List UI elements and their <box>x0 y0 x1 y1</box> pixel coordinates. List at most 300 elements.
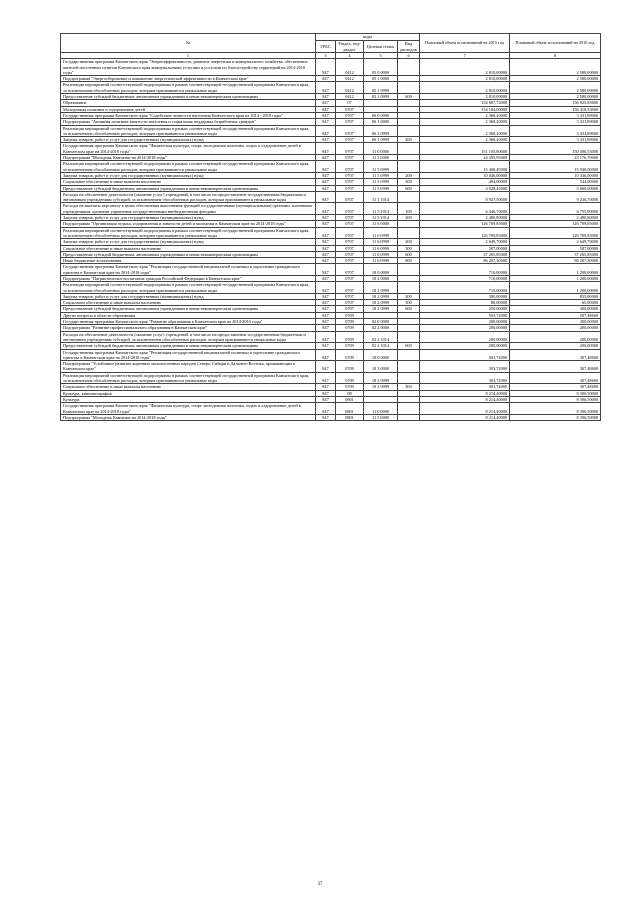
row-razdel: 0707 <box>336 258 364 264</box>
row-grbs: 847 <box>316 119 336 125</box>
row-grbs: 847 <box>316 76 336 82</box>
row-name: Государственная программа Камчатского края "Энергоэффективность, развитие энергетики и коммунального хозяйства, обеспечение жителей населенных пунктов Камчатского края коммунальными услугами и услугами по благоустройству территорий на 2014-2018 годы" <box>61 59 316 76</box>
row-grbs: 847 <box>316 125 336 137</box>
row-sum-2015: 2 368,20000 <box>420 137 510 143</box>
row-sum-2016: 6 755,90000 <box>510 203 601 215</box>
row-razdel: 0707 <box>336 137 364 143</box>
row-razdel: 0707 <box>336 155 364 161</box>
header-razdel: Раздел, под-раздел <box>336 41 364 53</box>
row-expense-type: 600 <box>398 343 420 349</box>
row-grbs: 847 <box>316 275 336 281</box>
header-sum-2015: Плановый объем ассигнований на 2015 год <box>420 34 510 53</box>
row-sum-2015: 2 480,80000 <box>420 215 510 221</box>
row-razdel: 0707 <box>336 245 364 251</box>
row-grbs: 847 <box>316 143 336 155</box>
row-expense-type: 200 <box>398 293 420 299</box>
row-name: Социальное обеспечение и иные выплаты населению <box>61 300 316 306</box>
row-sum-2016: 2 649,70000 <box>510 239 601 245</box>
row-target-article: 02 0 0000 <box>364 319 398 325</box>
row-sum-2015: 380,00000 <box>420 293 510 299</box>
row-name: Подпрограмма "Организация отдыха, оздоровления и занятости детей и молодежи в Камчатском крае на 2014-2018 годы" <box>61 221 316 227</box>
row-razdel: 0707 <box>336 106 364 112</box>
row-target-article: 06 1 0999 <box>364 137 398 143</box>
row-target-article: 11 5 1014 <box>364 203 398 215</box>
row-grbs: 847 <box>316 239 336 245</box>
row-expense-type <box>398 372 420 384</box>
row-razdel: 0707 <box>336 112 364 118</box>
row-sum-2016: 8 396,50000 <box>510 403 601 415</box>
row-name: Предоставление субсидий бюджетным, автономным учреждениям и иным некоммерческим организациям <box>61 94 316 100</box>
row-grbs: 847 <box>316 245 336 251</box>
row-grbs: 847 <box>316 361 336 373</box>
row-sum-2016: 5 060,00000 <box>510 185 601 191</box>
row-sum-2016: 1 200,00000 <box>510 275 601 281</box>
row-razdel: 0709 <box>336 349 364 361</box>
row-sum-2016: 8 396,50000 <box>510 396 601 402</box>
row-sum-2015: 303,72000 <box>420 361 510 373</box>
row-sum-2016: 200,00000 <box>510 325 601 331</box>
row-sum-2015: 2 368,20000 <box>420 119 510 125</box>
row-sum-2016: 507,48600 <box>510 312 601 318</box>
row-name: Закупка товаров, работ и услуг для государственных (муниципальных) нужд <box>61 172 316 178</box>
row-sum-2016: 1 200,00000 <box>510 282 601 294</box>
row-sum-2016: 150 386,53000 <box>510 143 601 155</box>
row-sum-2015: 154 184,00000 <box>420 106 510 112</box>
row-sum-2016: 3 331,89000 <box>510 125 601 137</box>
column-index: 4 <box>336 53 364 59</box>
row-target-article: 18 2 0000 <box>364 275 398 281</box>
row-sum-2015: 303,72000 <box>420 384 510 390</box>
table-row <box>61 349 601 361</box>
row-razdel: 0707 <box>336 227 364 239</box>
row-sum-2016: 544,00000 <box>510 179 601 185</box>
row-grbs: 847 <box>316 390 336 396</box>
row-sum-2015: 2 368,20000 <box>420 112 510 118</box>
row-name: Реализация мероприятий соответствующей подпрограммы в рамках соответствующей государственной программы Камчатского края, за исключением обособленных расходов, которым присваиваются уникальные коды <box>61 161 316 173</box>
row-sum-2016: 2 580,00000 <box>510 76 601 82</box>
row-name: Закупка товаров, работ и услуг для государственных (муниципальных) нужд <box>61 137 316 143</box>
row-target-article: 02 2 1014 <box>364 343 398 349</box>
row-name: Предоставление субсидий бюджетным, автономным учреждениям и иным некоммерческим организациям <box>61 185 316 191</box>
row-sum-2015: 200,00000 <box>420 343 510 349</box>
row-sum-2015: 86 207,30000 <box>420 258 510 264</box>
table-row <box>61 403 601 415</box>
row-target-article: 11 5 0000 <box>364 155 398 161</box>
row-sum-2015: 710,00000 <box>420 282 510 294</box>
row-sum-2015: 2 810,00000 <box>420 76 510 82</box>
row-sum-2015: 2 810,00000 <box>420 82 510 94</box>
row-name: Реализация мероприятий соответствующей подпрограммы в рамках соответствующей государственной программы Камчатского края, за исключением обособленных расходов, которым присваиваются уникальные коды <box>61 227 316 239</box>
row-sum-2015: 15 468,45000 <box>420 161 510 173</box>
row-expense-type: 600 <box>398 94 420 100</box>
row-sum-2015: 151 105,80000 <box>420 143 510 155</box>
row-name: Молодежная политика и оздоровление детей <box>61 106 316 112</box>
row-target-article: 06 0 0000 <box>364 112 398 118</box>
row-sum-2016: 307,48600 <box>510 361 601 373</box>
row-grbs: 847 <box>316 258 336 264</box>
row-razdel: 0707 <box>336 143 364 155</box>
row-expense-type: 600 <box>398 185 420 191</box>
row-grbs: 847 <box>316 215 336 221</box>
row-sum-2015: 303,72000 <box>420 372 510 384</box>
row-target-article: 11 5 0999 <box>364 172 398 178</box>
row-sum-2015: 2 810,00000 <box>420 59 510 76</box>
row-sum-2016: 37 265,85000 <box>510 251 601 257</box>
row-expense-type: 200 <box>398 137 420 143</box>
row-expense-type <box>398 331 420 343</box>
row-razdel: 0709 <box>336 331 364 343</box>
row-target-article: 02 2 1014 <box>364 331 398 343</box>
row-target-article: 18 2 0999 <box>364 293 398 299</box>
row-target-article: 06 1 0000 <box>364 119 398 125</box>
row-sum-2016: 3 331,89000 <box>510 119 601 125</box>
row-razdel: 0709 <box>336 384 364 390</box>
row-sum-2015: 303,72000 <box>420 349 510 361</box>
row-sum-2016: 23 176,70000 <box>510 155 601 161</box>
row-name: Предоставление субсидий бюджетным, автономным учреждениям и иным некоммерческим организациям <box>61 343 316 349</box>
row-name: Подпрограмма "Патриотическое воспитание граждан Российской Федерации в Камчатском крае" <box>61 275 316 281</box>
row-grbs: 847 <box>316 312 336 318</box>
row-target-article: 18 3 0000 <box>364 361 398 373</box>
table-body <box>61 59 601 421</box>
table-row <box>61 82 601 94</box>
row-name: Социальное обеспечение и иные выплаты населению <box>61 179 316 185</box>
row-expense-type: 600 <box>398 306 420 312</box>
row-grbs: 847 <box>316 185 336 191</box>
row-razdel: 0709 <box>336 319 364 325</box>
row-expense-type: 100 <box>398 203 420 215</box>
row-sum-2015: 2 368,20000 <box>420 125 510 137</box>
row-sum-2015: 4 928,45000 <box>420 185 510 191</box>
row-target-article: 11 6 0999 <box>364 251 398 257</box>
row-sum-2015: 37 265,85000 <box>420 251 510 257</box>
row-name: Закупка товаров, работ и услуг для государственных (муниципальных) нужд <box>61 239 316 245</box>
row-sum-2015: 126 709,85000 <box>420 221 510 227</box>
row-sum-2015: 200,00000 <box>420 331 510 343</box>
row-name: Расходы на обеспечение деятельности (оказание услуг) учреждений, в том числе на предоставление государственным бюджетным и автономным учреждениям субсидий, за исключением обособленных расходов, которым присваиваются уникальные коды <box>61 331 316 343</box>
row-target-article: 11 5 1014 <box>364 215 398 221</box>
row-name: Культура <box>61 396 316 402</box>
row-sum-2016: 2 480,80000 <box>510 215 601 221</box>
table-row <box>61 414 601 420</box>
row-grbs: 847 <box>316 293 336 299</box>
row-sum-2016: 65,00000 <box>510 300 601 306</box>
row-name: Подпрограмма "Активная политика занятости населения и социальная поддержка безработных граждан" <box>61 119 316 125</box>
row-sum-2015: 8 214,40000 <box>420 396 510 402</box>
row-expense-type: 800 <box>398 258 420 264</box>
row-razdel: 0801 <box>336 396 364 402</box>
row-razdel: 0707 <box>336 293 364 299</box>
row-expense-type <box>398 227 420 239</box>
table-row <box>61 264 601 276</box>
row-name: Реализация мероприятий соответствующей подпрограммы в рамках соответствующей государственной программы Камчатского края, за исключением обособленных расходов, которым присваиваются уникальные коды <box>61 282 316 294</box>
row-name: Государственная программа Камчатского края "Физическая культура, спорт, молодежная политика, отдых и оздоровление детей в Камчатском крае на 2014-2018 годы" <box>61 403 316 415</box>
row-razdel: 0707 <box>336 125 364 137</box>
row-sum-2016: 307,48600 <box>510 372 601 384</box>
row-grbs: 847 <box>316 264 336 276</box>
row-target-article: 11 0 0000 <box>364 143 398 155</box>
row-sum-2015: 2 810,00000 <box>420 94 510 100</box>
row-target-article: 02 2 0000 <box>364 325 398 331</box>
row-razdel: 0707 <box>336 264 364 276</box>
row-sum-2015: 200,00000 <box>420 325 510 331</box>
row-razdel: 0707 <box>336 221 364 227</box>
row-sum-2015: 24 395,95000 <box>420 155 510 161</box>
row-grbs: 847 <box>316 106 336 112</box>
row-razdel: 0709 <box>336 325 364 331</box>
row-razdel: 0412 <box>336 94 364 100</box>
row-razdel: 0707 <box>336 161 364 173</box>
row-expense-type: 300 <box>398 300 420 306</box>
row-expense-type <box>398 414 420 420</box>
row-target-article: 18 3 0999 <box>364 372 398 384</box>
row-name: Государственная программа Камчатского края "Физическая культура, спорт, молодежная политика, отдых и оздоровление детей в Камчатском крае на 2014-2018 годы" <box>61 143 316 155</box>
table-row <box>61 191 601 203</box>
row-sum-2015: 250,00000 <box>420 306 510 312</box>
row-grbs: 847 <box>316 82 336 94</box>
row-grbs: 847 <box>316 403 336 415</box>
row-razdel: 07 <box>336 100 364 106</box>
row-expense-type <box>398 82 420 94</box>
row-sum-2016: 3 331,89000 <box>510 112 601 118</box>
table-row <box>61 227 601 239</box>
row-name: Предоставление субсидий бюджетным, автономным учреждениям и иным некоммерческим организациям <box>61 306 316 312</box>
row-sum-2016: 2 580,00000 <box>510 94 601 100</box>
row-target-article: 11 5 0999 <box>364 179 398 185</box>
row-razdel: 0707 <box>336 306 364 312</box>
row-target-article: 11 6 0000 <box>364 221 398 227</box>
row-razdel: 0707 <box>336 300 364 306</box>
table-row <box>61 59 601 76</box>
table-row <box>61 125 601 137</box>
row-sum-2015: 2 649,70000 <box>420 239 510 245</box>
row-target-article: 11 5 0000 <box>364 414 398 420</box>
row-sum-2015: 8 214,40000 <box>420 403 510 415</box>
row-name: Культура, кинематография <box>61 390 316 396</box>
column-index: 6 <box>398 53 420 59</box>
row-grbs: 847 <box>316 94 336 100</box>
row-grbs: 847 <box>316 343 336 349</box>
row-razdel: 0709 <box>336 343 364 349</box>
row-grbs: 847 <box>316 372 336 384</box>
row-target-article: 18 2 0999 <box>364 306 398 312</box>
row-name: Другие вопросы в области образования <box>61 312 316 318</box>
row-target-article: 18 2 0999 <box>364 300 398 306</box>
row-sum-2015: 587,00000 <box>420 245 510 251</box>
row-razdel: 0709 <box>336 372 364 384</box>
row-name: Государственная программа Камчатского края "Реализация государственной национальной политики и укрепление гражданского единства в Камчатском крае на 2014-2018 годы" <box>61 349 316 361</box>
row-target-article: 11 6 0999 <box>364 245 398 251</box>
table-header <box>61 34 601 59</box>
row-grbs: 847 <box>316 161 336 173</box>
row-name: Образование <box>61 100 316 106</box>
row-sum-2016: 2 580,00000 <box>510 82 601 94</box>
row-target-article: 11 0 0000 <box>364 403 398 415</box>
row-name: Иные бюджетные ассигнования <box>61 258 316 264</box>
row-expense-type <box>398 59 420 76</box>
row-target-article: 11 5 0999 <box>364 185 398 191</box>
row-name: Расходы на выплаты персоналу в целях обеспечения выполнения функций государственными (муниципальными) органами, казенными учреждениями, органами управления государственными внебюджетными фондами <box>61 203 316 215</box>
row-expense-type: 200 <box>398 172 420 178</box>
row-target-article: 05 1 0999 <box>364 82 398 94</box>
row-sum-2015: 154 687,72000 <box>420 100 510 106</box>
row-sum-2016: 15 940,00000 <box>510 161 601 173</box>
column-index: 3 <box>316 53 336 59</box>
row-name: Подпрограмма "Развитие профессионального образования в Камчатском крае" <box>61 325 316 331</box>
row-expense-type: 300 <box>398 179 420 185</box>
column-index: 8 <box>510 53 601 59</box>
row-target-article: 11 6 0999 <box>364 258 398 264</box>
row-expense-type <box>398 191 420 203</box>
row-name: Закупка товаров, работ и услуг для государственных (муниципальных) нужд <box>61 215 316 221</box>
row-grbs: 847 <box>316 172 336 178</box>
row-razdel: 0412 <box>336 82 364 94</box>
row-target-article: 11 5 1014 <box>364 191 398 203</box>
row-grbs: 847 <box>316 282 336 294</box>
row-razdel: 0707 <box>336 215 364 221</box>
row-sum-2016: 156 418,33000 <box>510 106 601 112</box>
row-name: Расходы на обеспечение деятельности (оказание услуг) учреждений, в том числе на предоставление государственным бюджетным и автономным учреждениям субсидий, за исключением обособленных расходов, которым присваиваются уникальные коды <box>61 191 316 203</box>
row-grbs: 847 <box>316 203 336 215</box>
header-number: № <box>61 34 316 53</box>
row-grbs: 847 <box>316 59 336 76</box>
row-razdel: 0707 <box>336 275 364 281</box>
row-razdel: 0707 <box>336 185 364 191</box>
row-grbs: 847 <box>316 251 336 257</box>
row-razdel: 0412 <box>336 59 364 76</box>
row-grbs: 847 <box>316 349 336 361</box>
row-target-article: 05 0 0000 <box>364 59 398 76</box>
row-name: Подпрограмма "Молодежь Камчатки на 2014-2018 годы" <box>61 414 316 420</box>
table-row <box>61 331 601 343</box>
row-sum-2016: 2 580,00000 <box>510 59 601 76</box>
row-grbs: 847 <box>316 306 336 312</box>
column-index: 1 <box>61 53 316 59</box>
row-name: Подпрограмма "Устойчивое развитие коренных малочисленных народов Севера, Сибири и Дальнего Востока, проживающих в Камчатском крае" <box>61 361 316 373</box>
table-row <box>61 143 601 155</box>
row-sum-2016: 9 236,70000 <box>510 191 601 203</box>
header-sum-2016: Плановый объем ассигнований на 2016 год <box>510 34 601 53</box>
row-target-article: 05 1 0999 <box>364 94 398 100</box>
row-grbs: 847 <box>316 396 336 402</box>
row-razdel: 0709 <box>336 361 364 373</box>
row-expense-type: 300 <box>398 384 420 390</box>
row-sum-2015: 200,00000 <box>420 319 510 325</box>
row-sum-2015: 710,00000 <box>420 264 510 276</box>
row-target-article: 18 0 0000 <box>364 349 398 361</box>
row-name: Государственная программа Камчатского края "Содействие занятости населения Камчатского края на 2014 - 2018 годы" <box>61 112 316 118</box>
row-target-article: 11 5 0999 <box>364 161 398 173</box>
row-sum-2015: 8 214,40000 <box>420 414 510 420</box>
row-grbs: 847 <box>316 100 336 106</box>
row-grbs: 847 <box>316 155 336 161</box>
header-target: Целевая статья <box>364 41 398 53</box>
row-grbs: 847 <box>316 227 336 239</box>
row-razdel: 0707 <box>336 203 364 215</box>
row-expense-type: 300 <box>398 245 420 251</box>
page-number: 37 <box>317 882 323 887</box>
table-row <box>61 361 601 373</box>
row-sum-2016: 200,00000 <box>510 319 601 325</box>
row-sum-2016: 126 709,85000 <box>510 221 601 227</box>
row-sum-2016: 86 207,30000 <box>510 258 601 264</box>
row-expense-type: 600 <box>398 251 420 257</box>
row-razdel: 0709 <box>336 312 364 318</box>
row-razdel: 0707 <box>336 179 364 185</box>
row-razdel: 0707 <box>336 172 364 178</box>
row-sum-2016: 587,00000 <box>510 245 601 251</box>
row-name: Подпрограмма "Энергосбережение и повышение энергетической эффективности в Камчатском крае" <box>61 76 316 82</box>
row-sum-2016: 1 200,00000 <box>510 264 601 276</box>
row-target-article: 18 3 0999 <box>364 384 398 390</box>
row-razdel: 0707 <box>336 251 364 257</box>
row-expense-type <box>398 349 420 361</box>
row-sum-2016: 3 331,89000 <box>510 137 601 143</box>
row-target-article: 11 6 0999 <box>364 227 398 239</box>
row-name: Реализация мероприятий соответствующей подпрограммы в рамках соответствующей государственной программы Камчатского края, за исключением обособленных расходов, которым присваиваются уникальные коды <box>61 82 316 94</box>
row-sum-2015: 494,00000 <box>420 179 510 185</box>
row-name: Предоставление субсидий бюджетным, автономным учреждениям и иным некоммерческим организациям <box>61 251 316 257</box>
row-grbs: 847 <box>316 191 336 203</box>
row-grbs: 847 <box>316 331 336 343</box>
row-sum-2016: 8 396,50000 <box>510 390 601 396</box>
row-sum-2015: 8 927,50000 <box>420 191 510 203</box>
row-sum-2016: 300,00000 <box>510 306 601 312</box>
row-razdel: 0707 <box>336 282 364 294</box>
row-sum-2016: 126 709,85000 <box>510 227 601 239</box>
row-expense-type <box>398 264 420 276</box>
row-razdel: 0801 <box>336 403 364 415</box>
row-expense-type <box>398 125 420 137</box>
row-razdel: 0707 <box>336 119 364 125</box>
row-grbs: 847 <box>316 414 336 420</box>
row-grbs: 847 <box>316 112 336 118</box>
budget-table <box>60 33 601 421</box>
row-sum-2016: 156 925,85600 <box>510 100 601 106</box>
table-row <box>61 161 601 173</box>
row-grbs: 847 <box>316 137 336 143</box>
row-grbs: 847 <box>316 325 336 331</box>
row-target-article: 05 1 0000 <box>364 76 398 82</box>
row-sum-2015: 10 046,00000 <box>420 172 510 178</box>
row-expense-type: 200 <box>398 215 420 221</box>
row-sum-2015: 503,72000 <box>420 312 510 318</box>
row-expense-type <box>398 403 420 415</box>
row-sum-2016: 8 396,50000 <box>510 414 601 420</box>
row-name: Государственная программа Камчатского края "Реализация государственной национальной политики и укрепление гражданского единства в Камчатском крае на 2014-2018 годы" <box>61 264 316 276</box>
table-row <box>61 203 601 215</box>
row-razdel: 0801 <box>336 414 364 420</box>
row-sum-2015: 126 709,85000 <box>420 227 510 239</box>
row-name: Реализация мероприятий соответствующей подпрограммы в рамках соответствующей государственной программы Камчатского края, за исключением обособленных расходов, которым присваиваются уникальные коды <box>61 125 316 137</box>
row-name: Реализация мероприятий соответствующей подпрограммы в рамках соответствующей государственной программы Камчатского края, за исключением обособленных расходов, которым присваиваются уникальные коды <box>61 372 316 384</box>
row-target-article: 18 2 0999 <box>364 282 398 294</box>
row-expense-type <box>398 361 420 373</box>
row-sum-2015: 6 446,70000 <box>420 203 510 215</box>
row-sum-2015: 80,00000 <box>420 300 510 306</box>
row-sum-2016: 307,48600 <box>510 349 601 361</box>
row-sum-2015: 8 214,40000 <box>420 390 510 396</box>
row-expense-type <box>398 282 420 294</box>
row-name: Закупка товаров, работ и услуг для государственных (муниципальных) нужд <box>61 293 316 299</box>
table-row <box>61 372 601 384</box>
row-grbs: 847 <box>316 300 336 306</box>
row-name: Социальное обеспечение и иные выплаты населению <box>61 384 316 390</box>
row-razdel: 08 <box>336 390 364 396</box>
row-target-article: 11 6 0999 <box>364 239 398 245</box>
row-grbs: 847 <box>316 384 336 390</box>
column-index: 7 <box>420 53 510 59</box>
